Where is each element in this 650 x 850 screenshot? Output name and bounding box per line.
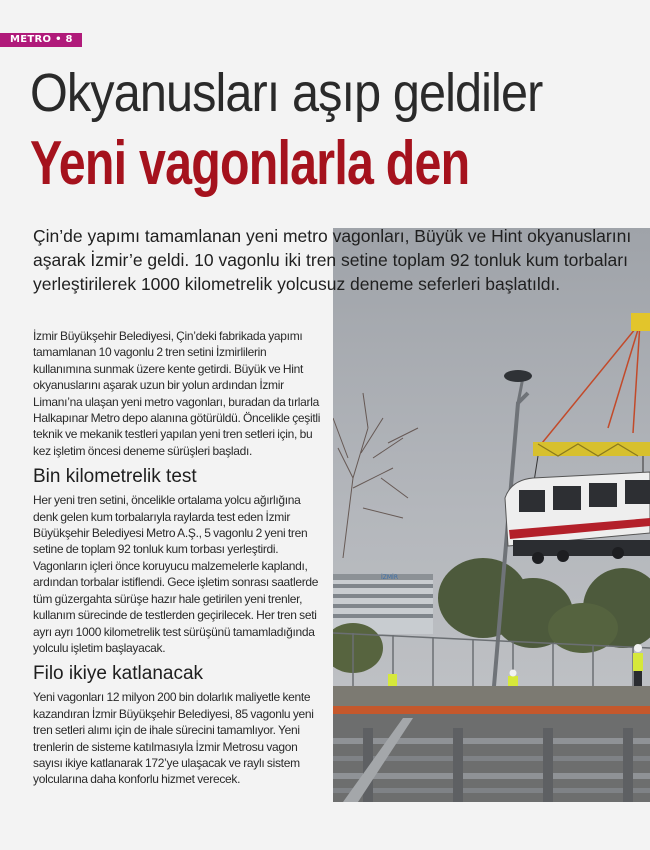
article-photo xyxy=(333,228,650,802)
headline-secondary: Yeni vagonlarla den xyxy=(30,129,470,198)
intro-paragraph: İzmir Büyükşehir Belediyesi, Çin’deki fabrikada yapımı tamamlanan 10 vagonlu 2 tren setini İzmirlilerin kullanımına sunmak üzere kente getirdi. Büyük ve Hint okyanuslarını aşarak uzun bir yolun ardından İzmir Limanı’na ulaşan yeni metro vagonları, buradan da tırlarla Halkapınar Metro depo alanına götürüldü. Öncelikle çeşitli teknik ve mekanik testleri yapılan yeni tren setleri için, bu kez işletim öncesi deneme sürüşleri başladı. xyxy=(33,329,321,458)
section-1-paragraph: Her yeni tren setini, öncelikle ortalama yolcu ağırlığına denk gelen kum torbalarıyla raylarda test eden İzmir Büyükşehir Belediyesi Metro A.Ş., 5 vagonlu 2 yeni tren setine de toplam 92 tonluk kum torbası yerleştirdi. Vagonların içleri önce koruyucu malzemelerle kaplandı, ardından torbalar istiflendi. Gece işletim sonrası saatlerde tüm güzergahta sürüşe hazır hale getirilen yeni trenler, kullanım sürecinde de testlerden geçirilecek. Her tren seti ayrı ayrı 1000 kilometrelik test sürüşünü tamamladığında yolculu işletim başlayacak. xyxy=(33,493,319,655)
crane-hook xyxy=(631,313,650,331)
building-sign: İZMİR xyxy=(381,574,398,581)
section-1-title: Bin kilometrelik test xyxy=(33,466,197,488)
section-2-paragraph: Yeni vagonları 12 milyon 200 bin dolarlık maliyetle kente kazandıran İzmir Büyükşehir Belediyesi, 85 vagonlu yeni tren setleri alımı için de ihale sürecini tamamlıyor. Yeni trenlerin de sisteme katılmasıyla İzmir Metrosu vagon sayısı ikiye katlanarak 172’ye ulaşacak ve raylı sistem yolcularına daha konforlu hizmet verecek. xyxy=(33,690,314,787)
spreader-beam xyxy=(533,442,650,456)
section-2-title: Filo ikiye katlanacak xyxy=(33,663,204,685)
lead-paragraph: Çin’de yapımı tamamlanan yeni metro vagonları, Büyük ve Hint okyanuslarını aşarak İzmir’e geldi. 10 vagonlu iki tren setine toplam 92 tonluk kum torbaları yerleştirilerek 1000 kilometrelik yolcusuz deneme seferleri başlatıldı. xyxy=(33,226,632,294)
article-body xyxy=(33,328,323,788)
page-folio: METRO • 8 xyxy=(0,33,82,47)
orange-pipe xyxy=(333,706,650,714)
headline-primary: Okyanusları aşıp geldiler xyxy=(30,63,543,123)
